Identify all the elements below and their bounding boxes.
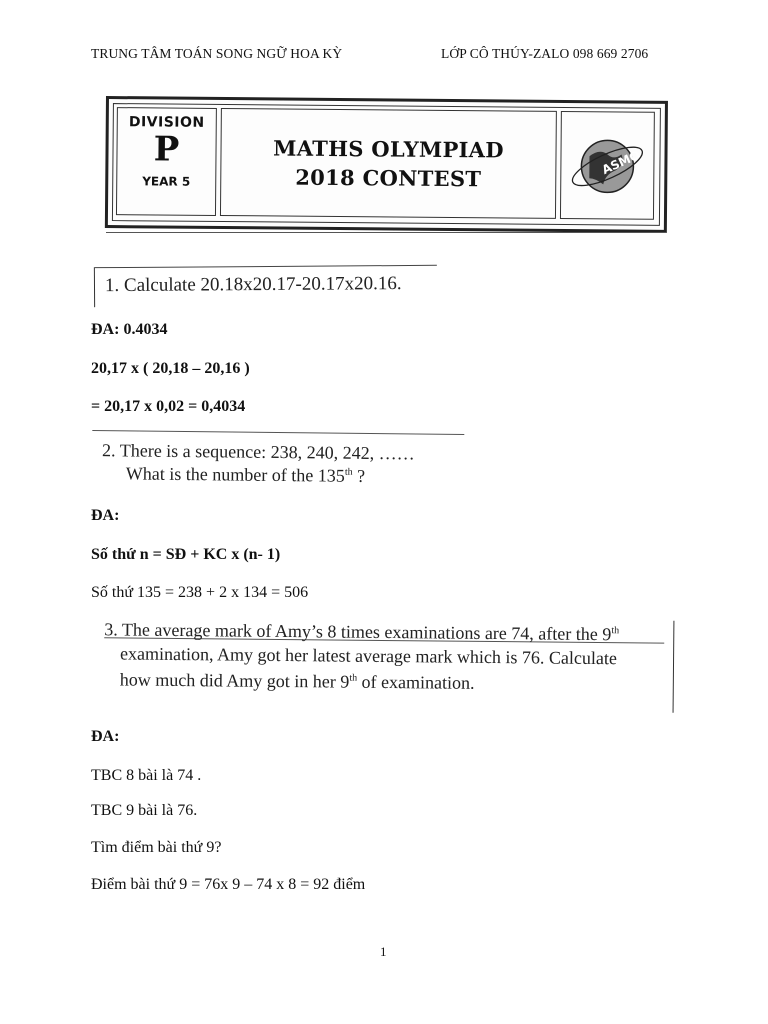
contest-title-box [220, 108, 557, 219]
q1-answer-step1: 20,17 x ( 20,18 – 20,16 ) [91, 360, 250, 377]
contest-banner [105, 96, 668, 233]
question-2-box [92, 430, 465, 492]
contest-year: 2018 CONTEST [295, 164, 482, 192]
q1-answer-label: ĐA: 0.4034 [91, 321, 168, 338]
logo-text: ASMO [599, 147, 643, 178]
division-box [116, 107, 217, 216]
q2-formula: Số thứ n = SĐ + KC x (n- 1) [91, 546, 281, 563]
question-3-line1: 3. The average mark of Amy’s 8 times examinations are 74, after the 9th [104, 619, 620, 645]
globe-logo-icon [567, 126, 650, 205]
question-2-line1: 2. There is a sequence: 238, 240, 242, …… [101, 440, 415, 464]
question-2-line2: What is the number of the 135th ? [125, 463, 366, 486]
question-3-line2: examination, Amy got her latest average mark which is 76. Calculate [119, 643, 618, 669]
header-center-name: TRUNG TÂM TOÁN SONG NGỮ HOA KỲ [91, 46, 343, 61]
q3-answer-label: ĐA: [91, 728, 120, 745]
q2-answer-label: ĐA: [91, 507, 120, 524]
q3-answer-line4: Điểm bài thứ 9 = 76x 9 – 74 x 8 = 92 điểm [91, 876, 366, 893]
q1-answer-step2: = 20,17 x 0,02 = 0,4034 [91, 398, 246, 415]
division-letter: P [153, 129, 180, 170]
q3-answer-line3: Tìm điểm bài thứ 9? [91, 839, 222, 856]
banner-underline [106, 232, 666, 237]
division-label: DIVISION [128, 114, 205, 131]
question-3-line3: how much did Amy got in her 9th of examination. [119, 669, 475, 693]
contest-title: MATHS OLYMPIAD [273, 135, 504, 163]
year-label: YEAR 5 [142, 174, 191, 189]
asmo-logo-box [560, 111, 655, 220]
header-class-contact: LỚP CÔ THÚY-ZALO 098 669 2706 [441, 46, 649, 61]
q3-answer-line1: TBC 8 bài là 74 . [91, 767, 202, 784]
q2-answer-result: Số thứ 135 = 238 + 2 x 134 = 506 [91, 584, 309, 601]
question-1-box [94, 265, 436, 307]
question-3-box [94, 615, 679, 713]
page-number: 1 [380, 944, 387, 959]
question-1-text: 1. Calculate 20.18x20.17-20.17x20.16. [104, 273, 402, 297]
q3-answer-line2: TBC 9 bài là 76. [91, 802, 198, 819]
